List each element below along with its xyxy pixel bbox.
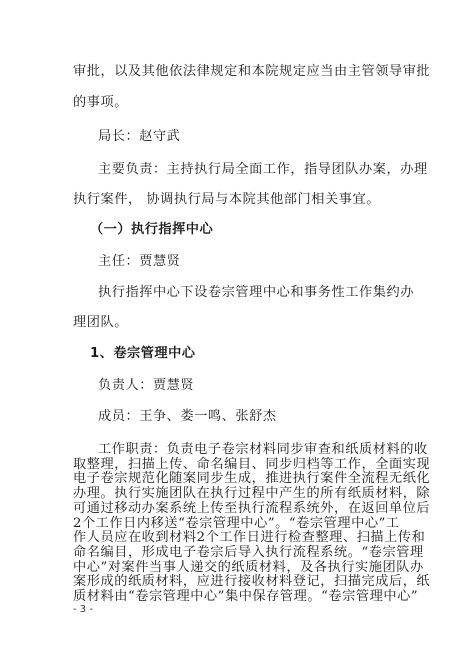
paragraph-line: 电子卷宗规范化随案同步生成，推进执行案件全流程无纸化 <box>73 471 431 486</box>
subsection-heading: 1、卷宗管理中心 <box>90 346 196 361</box>
paragraph-line: 2个工作日内移送“卷宗管理中心”。“卷宗管理中心”工 <box>73 516 400 531</box>
section-heading: （一）执行指挥中心 <box>90 222 214 237</box>
paragraph-line: 审批，以及其他依法律规定和本院规定应当由主管领导审批 <box>73 64 431 79</box>
paragraph-line: 作人员应在收到材料2个工作日进行检查整理、扫描上传和 <box>73 530 426 545</box>
paragraph-line: 质材料由“卷宗管理中心”集中保存管理。“卷宗管理中心” <box>73 589 419 604</box>
members-line: 成员：王争、娄一鸣、张舒杰 <box>98 409 277 424</box>
paragraph-line: 案形成的纸质材料，应进行接收材料登记，扫描完成后，纸 <box>73 574 431 589</box>
person-line: 负责人：贾慧贤 <box>98 378 195 393</box>
paragraph-line: 主要负责：主持执行局全面工作，指导团队办案，办理 <box>98 162 428 177</box>
person-line: 主任：贾慧贤 <box>98 254 181 269</box>
paragraph-line: 执行指挥中心下设卷宗管理中心和事务性工作集约办 <box>98 285 414 300</box>
paragraph-line: 的事项。 <box>73 95 128 110</box>
director-line: 局长：赵守武 <box>98 129 181 144</box>
paragraph-line: 执行案件， 协调执行局与本院其他部门相关事宜。 <box>73 192 380 207</box>
paragraph-line: 命名编目，形成电子卷宗后导入执行流程系统。“卷宗管理 <box>73 545 424 560</box>
page-number: - 3 - <box>73 604 93 615</box>
paragraph-line: 工作职责：负责电子卷宗材料同步审查和纸质材料的收 <box>98 442 428 457</box>
paragraph-line: 中心”对案件当事人递交的纸质材料，及各执行实施团队办 <box>73 560 424 575</box>
paragraph-line: 理团队。 <box>73 315 128 330</box>
paragraph-line: 取整理，扫描上传、命名编目、同步归档等工作，全面实现 <box>73 457 431 472</box>
paragraph-line: 可通过移动办案系统上传至执行流程系统外，在返回单位后 <box>73 501 431 516</box>
paragraph-line: 办理。执行实施团队在执行过程中产生的所有纸质材料，除 <box>73 486 431 501</box>
